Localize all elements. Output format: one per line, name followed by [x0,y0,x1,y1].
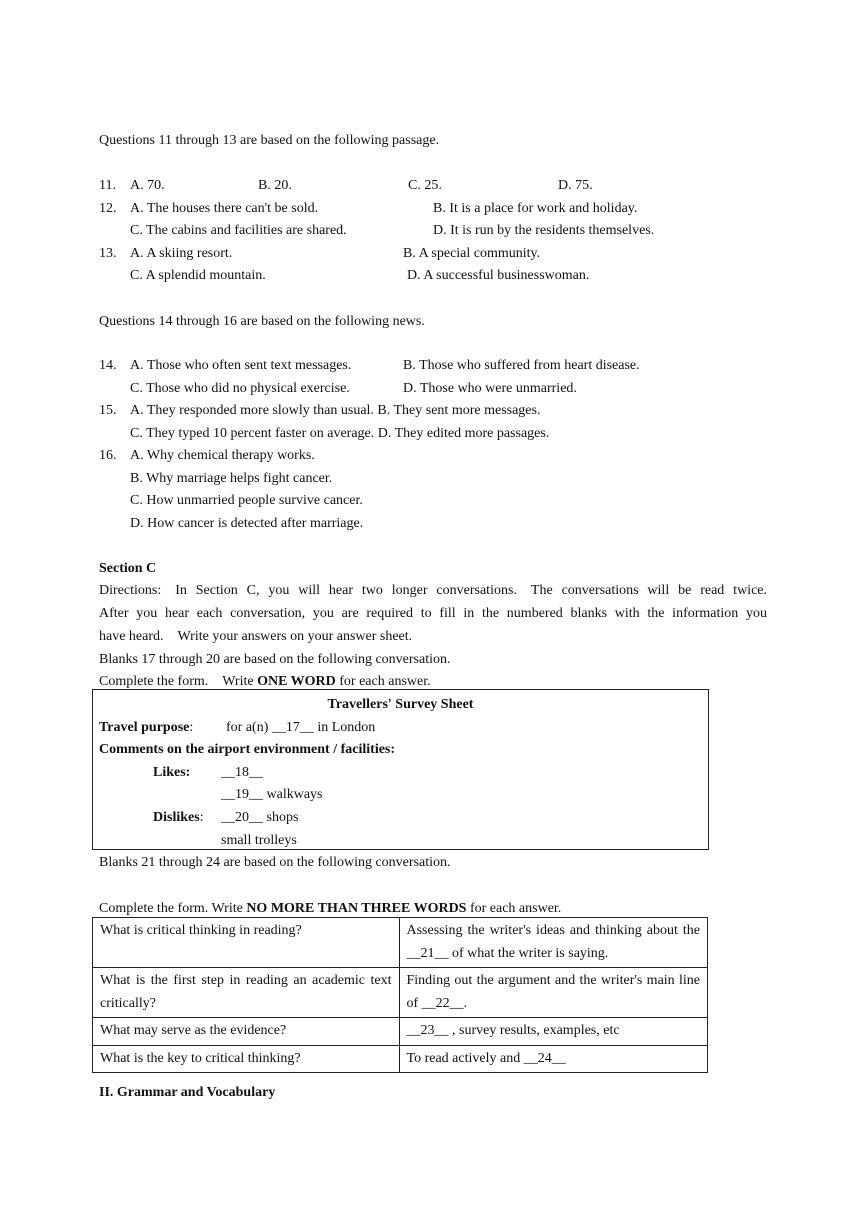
survey-title: Travellers' Survey Sheet [327,697,474,712]
table-row [93,1045,708,1073]
q11-option-a: A. 70. [130,178,165,193]
q15-options-ab: A. They responded more slowly than usual. B. They sent more messages. [130,403,541,418]
q14-option-b: B. Those who suffered from heart disease. [403,358,640,373]
likes-item-1: __18__ [221,765,263,780]
table-row [93,968,708,1018]
q12-option-a: A. The houses there can't be sold. [130,201,319,216]
q16-option-a: A. Why chemical therapy works. [130,448,315,463]
directions-line-3: have heard. Write your answers on your answer sheet. [99,629,413,644]
dislikes-item-2: small trolleys [221,833,297,848]
table-question: What is the key to critical thinking? [93,1045,400,1073]
q12-option-d: D. It is run by the residents themselves. [433,223,655,238]
section-c-heading: Section C [99,561,157,576]
travel-purpose-value: for a(n) __17__ in London [226,720,376,735]
travel-purpose-label: Travel purpose: [99,720,194,735]
complete-form-instruction-2: Complete the form. Write NO MORE THAN THREE WORDS for each answer. [99,901,562,916]
q15-options-cd: C. They typed 10 percent faster on average. D. They edited more passages. [130,426,550,441]
q14-option-c: C. Those who did no physical exercise. [130,381,350,396]
critical-thinking-table [92,917,708,1073]
intro-questions-14-16: Questions 14 through 16 are based on the following news. [99,314,425,329]
q12-option-b: B. It is a place for work and holiday. [433,201,638,216]
q15-number: 15. [99,403,117,418]
intro-questions-11-13: Questions 11 through 13 are based on the following passage. [99,133,440,148]
table-question: What is the first step in reading an academic text critically? [93,968,400,1018]
q13-option-d: D. A successful businesswoman. [407,268,590,283]
q12-number: 12. [99,201,117,216]
q13-number: 13. [99,246,117,261]
blanks-21-24-intro: Blanks 21 through 24 are based on the following conversation. [99,855,451,870]
q16-option-b: B. Why marriage helps fight cancer. [130,471,333,486]
complete-form-instruction-1: Complete the form. Write ONE WORD for each answer. [99,674,431,689]
table-answer: __23__ , survey results, examples, etc [399,1018,708,1046]
q16-option-c: C. How unmarried people survive cancer. [130,493,363,508]
likes-item-2: __19__ walkways [221,787,323,802]
directions-line-1: Directions: In Section C, you will hear two longer conversations. The conversations will be read twice. [99,583,767,598]
q14-option-a: A. Those who often sent text messages. [130,358,352,373]
q11-option-c: C. 25. [408,178,442,193]
section-ii-heading: II. Grammar and Vocabulary [99,1085,276,1100]
table-answer: Finding out the argument and the writer's main line of __22__. [399,968,708,1018]
q13-option-b: B. A special community. [403,246,541,261]
q12-option-c: C. The cabins and facilities are shared. [130,223,347,238]
table-question: What is critical thinking in reading? [93,918,400,968]
comments-label: Comments on the airport environment / facilities: [99,742,396,757]
table-row [93,1018,708,1046]
likes-label: Likes: [153,765,191,780]
q11-number: 11. [99,178,116,193]
blanks-17-20-intro: Blanks 17 through 20 are based on the following conversation. [99,652,451,667]
q11-option-d: D. 75. [558,178,593,193]
directions-line-2: After you hear each conversation, you are required to fill in the numbered blanks with the information you [99,606,767,621]
dislikes-label: Dislikes: [153,810,204,825]
q16-option-d: D. How cancer is detected after marriage. [130,516,364,531]
table-row [93,918,708,968]
table-answer: To read actively and __24__ [399,1045,708,1073]
q16-number: 16. [99,448,117,463]
q13-option-a: A. A skiing resort. [130,246,233,261]
q11-option-b: B. 20. [258,178,292,193]
q13-option-c: C. A splendid mountain. [130,268,266,283]
q14-number: 14. [99,358,117,373]
table-question: What may serve as the evidence? [93,1018,400,1046]
q14-option-d: D. Those who were unmarried. [403,381,577,396]
dislikes-item-1: __20__ shops [221,810,299,825]
table-answer: Assessing the writer's ideas and thinking about the __21__ of what the writer is saying. [399,918,708,968]
